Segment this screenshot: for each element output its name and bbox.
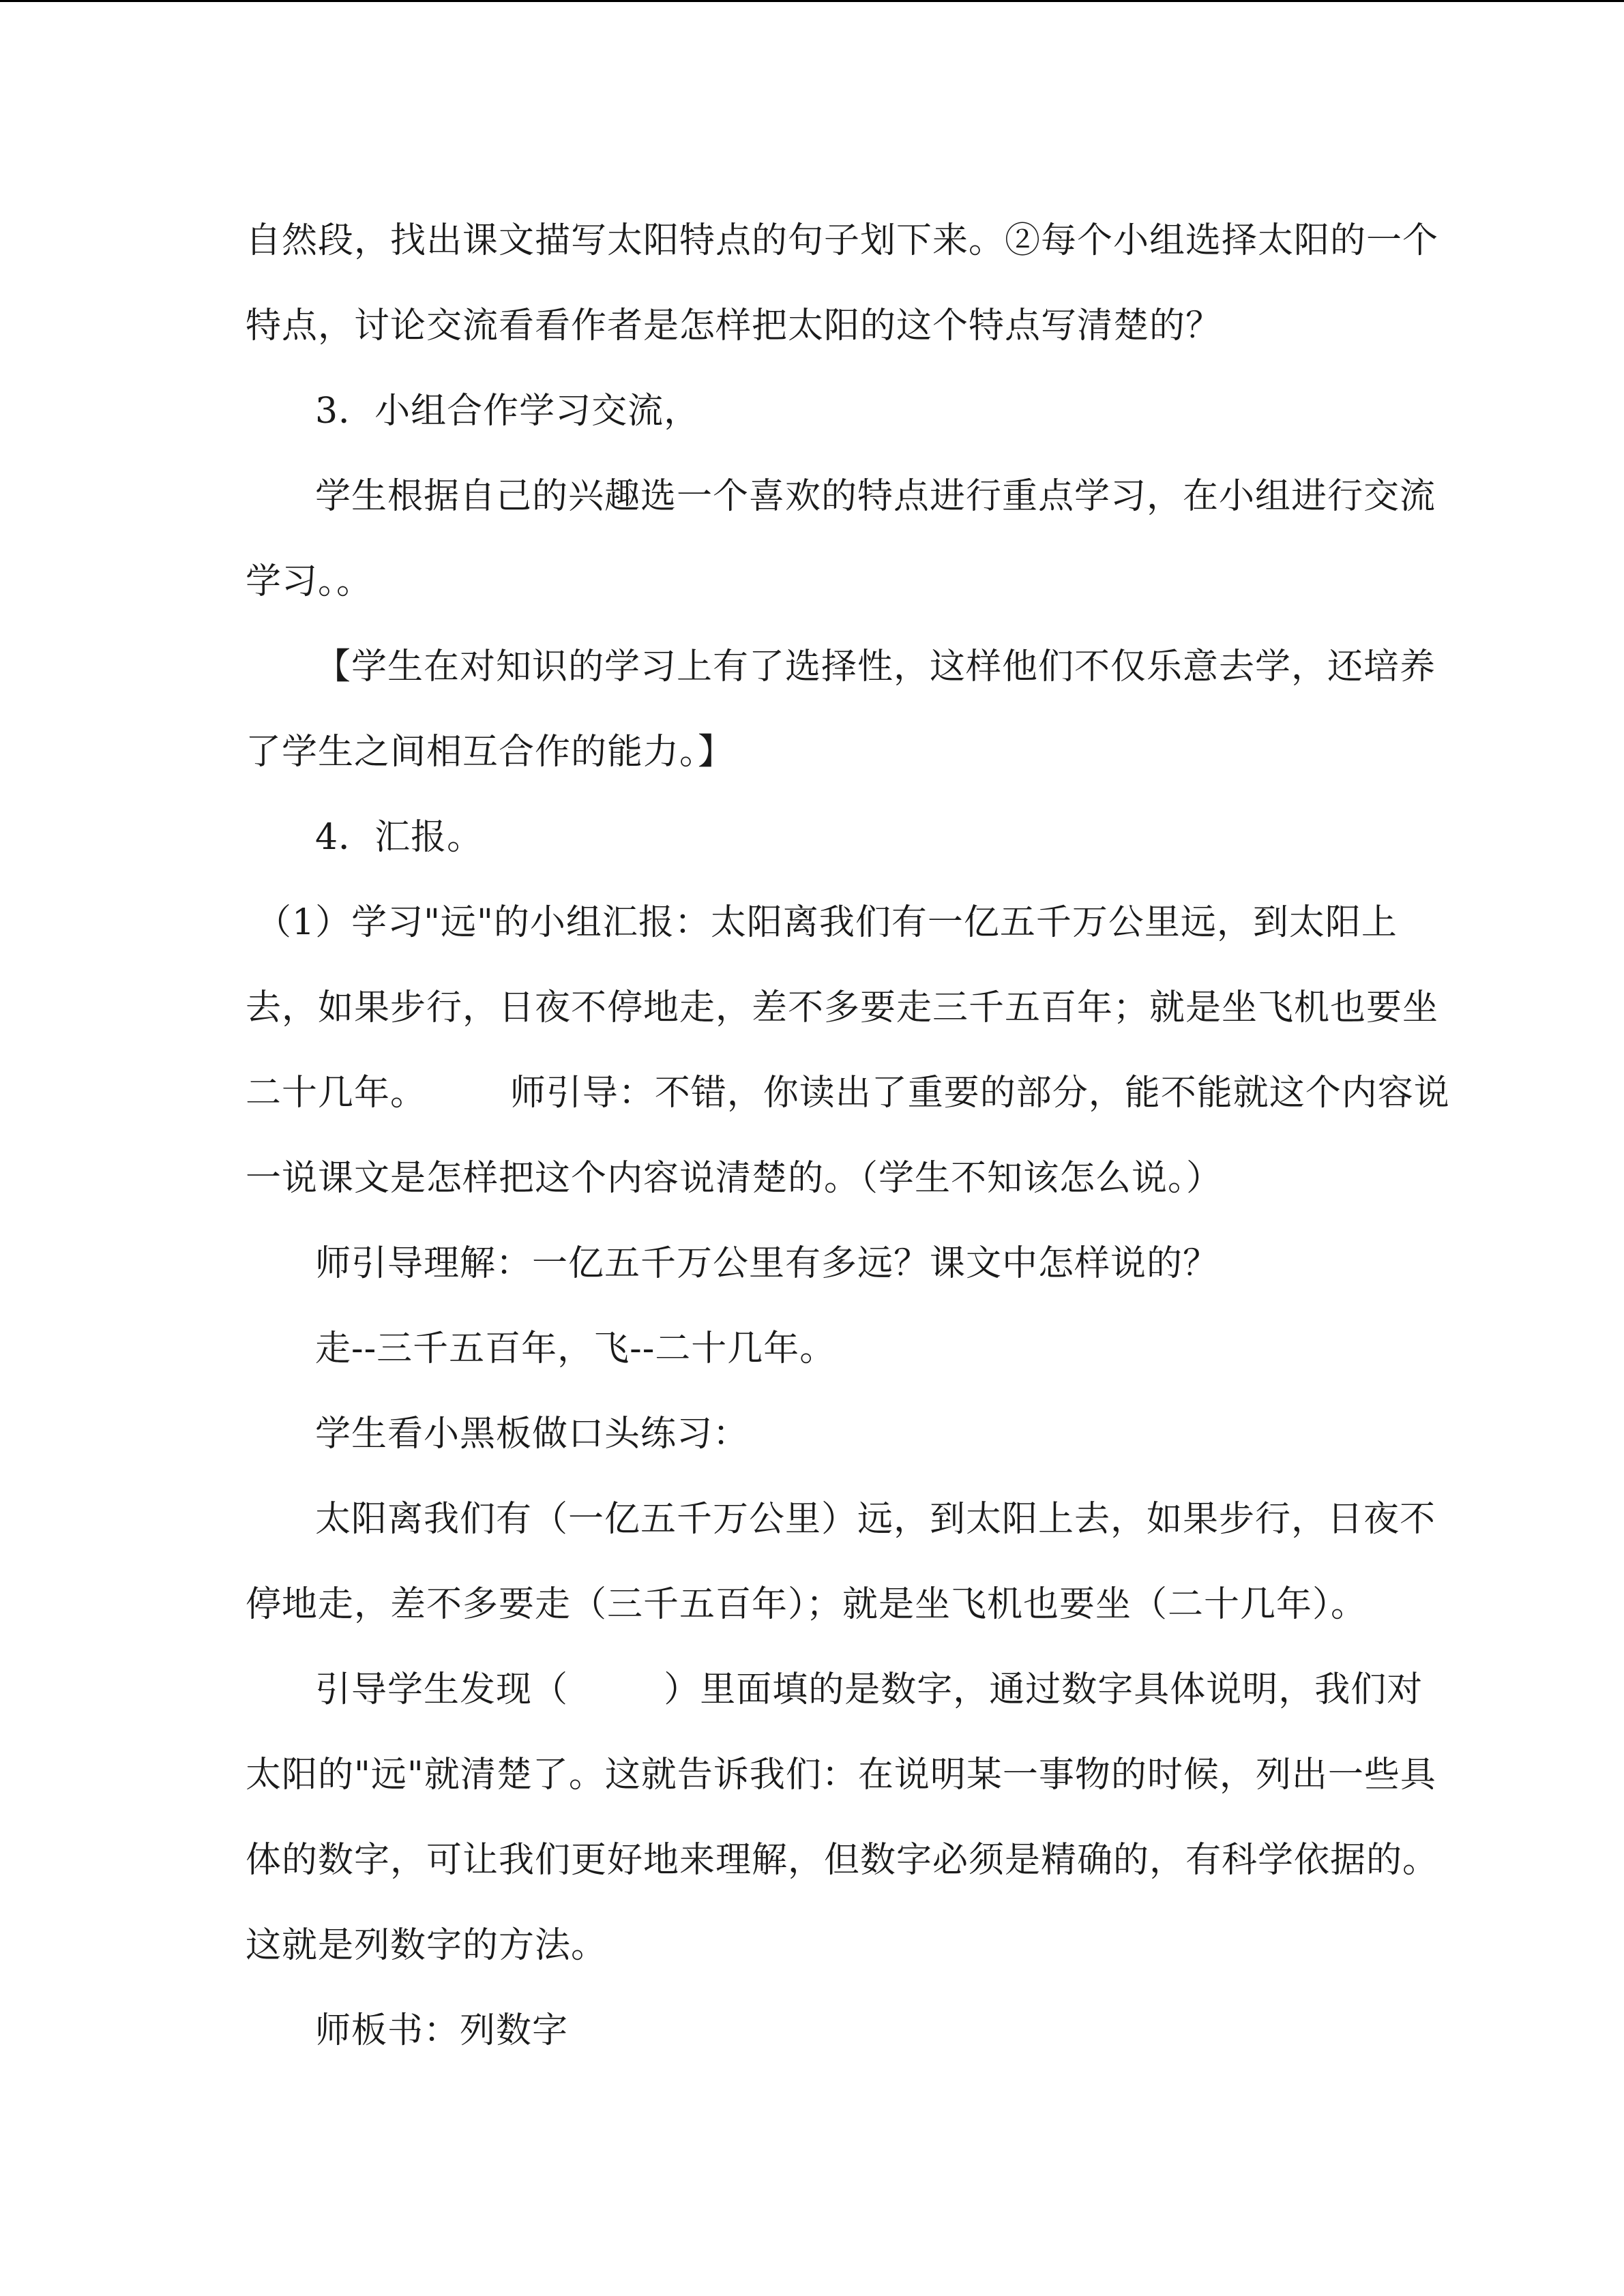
bracket-note-line: 了学生之间相互合作的能力。】 [246,732,735,773]
text-line: 太阳的"远"就清楚了。这就告诉我们：在说明某一事物的时候，列出一些具 [246,1755,1436,1795]
numbered-heading: 4．汇报。 [315,817,484,858]
text-line: 停地走，差不多要走（三千五百年）；就是坐飞机也要坐（二十几年）。 [246,1584,1368,1625]
text-line: 太阳离我们有（一亿五千万公里）远，到太阳上去，如果步行，日夜不 [315,1499,1436,1540]
text-line: 师引导理解：一亿五千万公里有多远？课文中怎样说的？ [315,1243,1220,1284]
text-line: 学生根据自己的兴趣选一个喜欢的特点进行重点学习，在小组进行交流 [315,476,1436,517]
text-line: 一说课文是怎样把这个内容说清楚的。（学生不知该怎么说。） [246,1158,1223,1199]
text-line: 引导学生发现（ ）里面填的是数字，通过数字具体说明，我们对 [315,1669,1423,1710]
board-note-line: 师板书：列数字 [315,2010,569,2051]
numbered-heading: 3．小组合作学习交流， [315,391,700,432]
text-line: 去，如果步行，日夜不停地走，差不多要走三千五百年；就是坐飞机也要坐 [246,987,1439,1028]
text-line: 体的数字，可让我们更好地来理解，但数字必须是精确的，有科学依据的。 [246,1840,1439,1881]
text-line: 这就是列数字的方法。 [246,1925,608,1966]
text-line: 自然段，找出课文描写太阳特点的句子划下来。②每个小组选择太阳的一个 [246,220,1439,261]
bracket-note-line: 【学生在对知识的学习上有了选择性，这样他们不仅乐意去学，还培养 [315,646,1436,687]
text-line: 特点，讨论交流看看作者是怎样把太阳的这个特点写清楚的？ [246,305,1222,346]
text-line: 学生看小黑板做口头练习： [315,1414,750,1455]
text-line: 学习。。 [246,561,373,602]
text-line: （1）学习"远"的小组汇报：太阳离我们有一亿五千万公里远，到太阳上 [256,902,1398,943]
text-line: 走--三千五百年，飞--二十几年。 [315,1328,836,1369]
text-line: 二十几年。 师引导：不错，你读出了重要的部分，能不能就这个内容说 [246,1073,1450,1114]
